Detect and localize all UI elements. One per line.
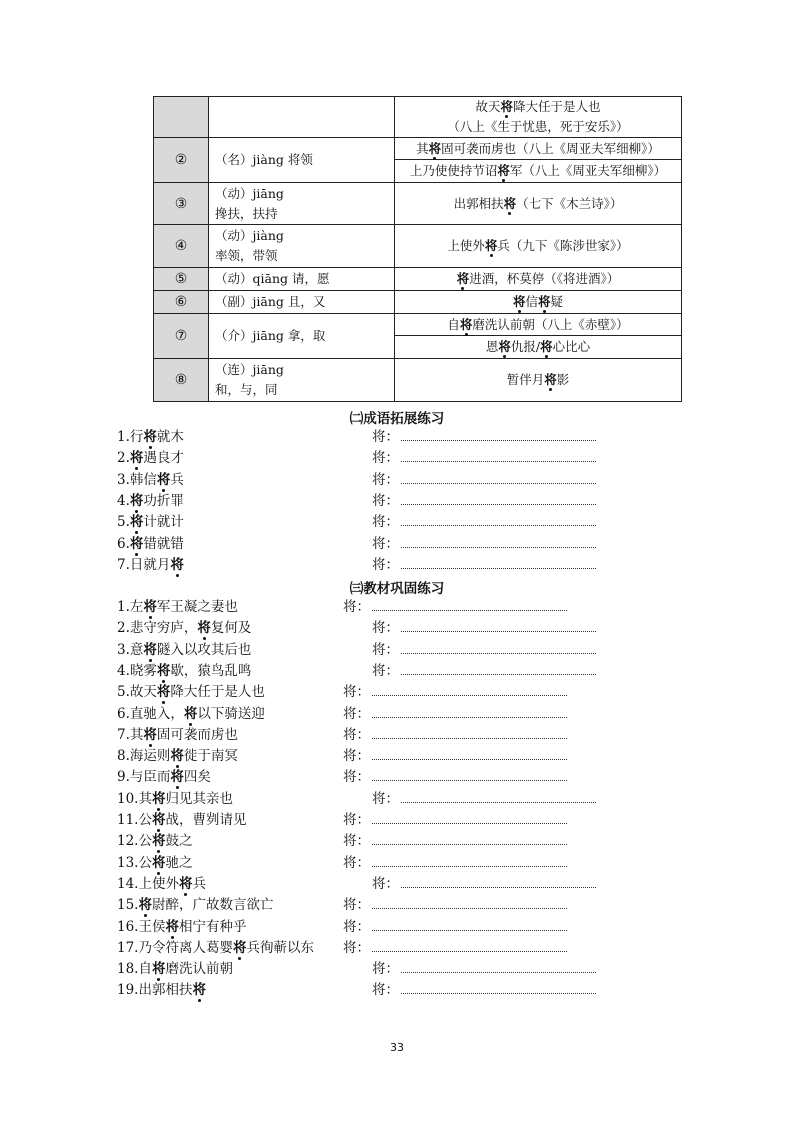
text-segment: 降大任于是人也 (170, 684, 265, 701)
exercise-row (0, 427, 794, 447)
exercise-prompt (117, 767, 211, 787)
text-segment: 暂伴月 (506, 372, 545, 387)
text-segment: 12.公 (117, 833, 152, 850)
sense-example (395, 138, 682, 160)
text-segment: 5.故天 (117, 684, 157, 701)
exercise-row (0, 767, 794, 787)
sense-number (154, 97, 209, 138)
definition-row (154, 359, 682, 402)
exercise-prompt (117, 534, 184, 554)
answer-label: 将： (372, 450, 399, 467)
text-segment: 隧入以攻其后也 (156, 641, 252, 658)
answer-label: 将： (372, 961, 399, 978)
exercise-prompt (117, 789, 233, 809)
answer-blank[interactable] (372, 959, 596, 979)
exercise-row (0, 746, 794, 766)
answer-label: 将： (343, 812, 370, 828)
answer-line[interactable] (401, 535, 596, 548)
text-segment: 7.日就月 (117, 556, 171, 573)
text-segment: 7.其 (117, 726, 144, 743)
highlight-character: 将 (151, 812, 166, 828)
exercise-prompt (117, 746, 238, 766)
answer-line[interactable] (372, 896, 567, 909)
text-segment: 尉醉，广故数言欲亡 (151, 897, 274, 914)
sense-example (395, 160, 682, 183)
definition-row (154, 314, 682, 336)
text-segment: 自 (447, 316, 460, 332)
sense-example (395, 359, 682, 402)
example-line (401, 236, 675, 256)
highlight-character: 将 (170, 556, 184, 573)
text-segment: 4.晓雾 (117, 662, 157, 679)
answer-line[interactable] (372, 939, 567, 952)
answer-line[interactable] (401, 556, 596, 569)
answer-line[interactable] (372, 811, 567, 824)
answer-label: 将： (343, 833, 370, 850)
meaning-line: 搀扶，扶持 (215, 205, 278, 221)
answer-line[interactable] (401, 790, 596, 803)
answer-blank[interactable] (343, 597, 567, 617)
text-segment: 其 (416, 140, 429, 156)
text-segment: 信 (525, 294, 538, 309)
text-segment: 固可袭而虏也（八上《周亚夫军细柳》） (441, 140, 660, 156)
highlight-character: 将 (192, 982, 206, 999)
text-segment: 歇，猿鸟乱鸣 (170, 662, 252, 679)
example-line (401, 97, 675, 117)
answer-label: 将： (372, 790, 399, 807)
exercise-row (0, 512, 794, 532)
text-segment: 6.直驰入， (117, 705, 184, 722)
section-title-idiom-practice: ㈡成语拓展练习 (349, 411, 445, 427)
exercise-prompt (117, 704, 265, 724)
sense-number: ⑧ (154, 359, 209, 402)
highlight-character: 将 (143, 429, 157, 445)
exercise-prompt (117, 725, 238, 745)
text-segment: 1.左 (117, 599, 144, 615)
sense-example (395, 268, 682, 291)
highlight-character: 将 (151, 854, 166, 871)
answer-blank[interactable] (372, 555, 596, 575)
definition-table (153, 96, 682, 402)
text-segment: 13.公 (117, 854, 152, 871)
highlight-character: 将 (500, 99, 513, 114)
text-segment: 固可袭而虏也 (156, 726, 238, 743)
text-segment: 战，曹刿请见 (165, 812, 247, 828)
highlight-character: 将 (497, 163, 510, 178)
answer-line[interactable] (401, 619, 596, 632)
highlight-character: 将 (178, 875, 193, 892)
answer-line[interactable] (401, 492, 596, 505)
text-segment: （七下《木兰诗》） (516, 195, 623, 211)
text-segment: （八上《生于忧患，死于安乐》） (447, 119, 629, 134)
text-segment: 降大任于是人也 (513, 99, 601, 114)
sense-meaning (209, 359, 395, 402)
highlight-character: 将 (183, 705, 198, 722)
exercise-row (0, 448, 794, 468)
highlight-character: 将 (156, 471, 171, 488)
text-segment: 故天 (475, 99, 501, 114)
answer-label: 将： (343, 748, 370, 765)
answer-blank[interactable] (372, 491, 596, 511)
answer-line[interactable] (372, 832, 567, 845)
definition-row (154, 225, 682, 268)
answer-line[interactable] (372, 918, 567, 931)
meaning-line: （连）jiāng (215, 362, 284, 377)
meaning-line: （动）jiàng (215, 228, 284, 243)
highlight-character: 将 (151, 790, 166, 807)
exercise-row (0, 555, 794, 575)
definition-row (154, 97, 682, 138)
highlight-character: 将 (428, 140, 442, 156)
answer-line[interactable] (372, 683, 567, 696)
text-segment: 3.意 (117, 641, 144, 658)
highlight-character: 将 (129, 492, 144, 509)
text-segment: 兵 (170, 471, 184, 488)
answer-label: 将： (343, 769, 370, 786)
page-number: 33 (390, 1041, 404, 1054)
text-segment: 上乃使使持节诏 (409, 163, 498, 178)
answer-blank[interactable] (343, 704, 567, 724)
answer-blank[interactable] (372, 980, 596, 1000)
exercise-row (0, 874, 794, 894)
text-segment: 6. (117, 535, 130, 552)
answer-blank[interactable] (372, 448, 596, 468)
answer-blank[interactable] (343, 938, 567, 958)
text-segment: 14.上使外 (117, 875, 179, 892)
exercise-prompt (117, 512, 184, 532)
answer-blank[interactable] (372, 640, 596, 660)
text-segment: 恩 (485, 339, 499, 354)
sense-number: ③ (154, 183, 209, 225)
highlight-character: 将 (151, 833, 166, 850)
text-segment: 以下骑送迎 (197, 705, 265, 722)
answer-line[interactable] (372, 705, 567, 718)
section-title-textbook-practice: ㈢教材巩固练习 (349, 581, 445, 597)
sense-number: ④ (154, 225, 209, 268)
exercise-row (0, 980, 794, 1000)
exercise-row (0, 789, 794, 809)
answer-line[interactable] (372, 747, 567, 760)
answer-label: 将： (372, 514, 399, 531)
answer-line[interactable] (401, 641, 596, 654)
highlight-character: 将 (143, 599, 157, 615)
text-segment: 兵（九下《陈涉世家》） (497, 238, 629, 253)
answer-label: 将： (372, 556, 399, 573)
answer-blank[interactable] (343, 746, 567, 766)
highlight-character: 将 (129, 535, 144, 552)
highlight-character: 将 (459, 316, 473, 332)
meaning-line: （名）jiàng 将领 (215, 152, 313, 167)
exercise-prompt (117, 682, 265, 702)
highlight-character: 将 (156, 662, 171, 679)
sense-example (395, 336, 682, 359)
highlight-character: 将 (156, 684, 171, 701)
exercise-prompt (117, 597, 238, 617)
exercise-row (0, 938, 794, 958)
exercise-row (0, 895, 794, 915)
answer-label: 将： (343, 854, 370, 871)
exercise-row (0, 534, 794, 554)
meaning-line: （动）qiāng 请，愿 (215, 271, 330, 286)
text-segment: 仇报/ (510, 339, 541, 354)
sense-example (395, 97, 682, 138)
sense-number: ⑦ (154, 314, 209, 359)
highlight-character: 将 (165, 918, 179, 935)
sense-meaning (209, 291, 395, 314)
answer-blank[interactable] (372, 618, 596, 638)
answer-blank[interactable] (343, 682, 567, 702)
answer-line[interactable] (401, 981, 596, 994)
example-line (401, 269, 675, 289)
sense-meaning (209, 225, 395, 268)
text-segment: 心比心 (552, 339, 591, 354)
sense-example (395, 314, 682, 336)
exercise-row (0, 491, 794, 511)
text-segment: 出郭相扶 (453, 195, 504, 211)
answer-label: 将： (343, 918, 370, 935)
exercise-prompt (117, 470, 184, 490)
text-segment: 磨洗认前朝（八上《赤壁》） (472, 316, 629, 332)
meaning-line: （介）jiāng 拿，取 (215, 328, 326, 343)
highlight-character: 将 (498, 339, 511, 354)
answer-blank[interactable] (343, 767, 567, 787)
text-segment: 2.悲守穷庐， (117, 620, 198, 637)
answer-line[interactable] (401, 960, 596, 973)
exercise-row (0, 682, 794, 702)
meaning-line: 和，与，同 (215, 382, 278, 397)
answer-label: 将： (372, 535, 399, 552)
exercise-prompt (117, 640, 251, 660)
exercise-row (0, 470, 794, 490)
answer-line[interactable] (401, 875, 596, 888)
answer-blank[interactable] (372, 534, 596, 554)
answer-label: 将： (343, 705, 370, 722)
answer-line[interactable] (401, 662, 596, 675)
sense-meaning (209, 268, 395, 291)
text-segment: 功折罪 (143, 492, 184, 509)
exercise-row (0, 661, 794, 681)
highlight-character: 将 (197, 620, 211, 637)
exercise-prompt (117, 810, 246, 830)
answer-blank[interactable] (372, 661, 596, 681)
definition-row (154, 183, 682, 225)
exercise-row (0, 640, 794, 660)
answer-blank[interactable] (343, 917, 567, 937)
sense-meaning (209, 183, 395, 225)
meaning-line: 率领，带领 (215, 248, 278, 263)
example-line (401, 194, 675, 214)
text-segment: 15. (117, 897, 139, 914)
text-segment: 徙于南冥 (183, 748, 238, 765)
exercise-row (0, 597, 794, 617)
answer-blank[interactable] (343, 810, 567, 830)
answer-label: 将： (372, 875, 399, 892)
meaning-line: （副）jiāng 且，又 (215, 294, 326, 309)
definition-row (154, 268, 682, 291)
highlight-character: 将 (129, 514, 144, 531)
answer-blank[interactable] (343, 831, 567, 851)
text-segment: 错就错 (143, 535, 184, 552)
exercise-prompt (117, 853, 192, 873)
text-segment: 18.自 (117, 961, 152, 978)
text-segment: 影 (556, 372, 570, 387)
answer-blank[interactable] (372, 874, 596, 894)
answer-label: 将： (343, 897, 370, 914)
highlight-character: 将 (151, 961, 166, 978)
text-segment: 计就计 (143, 514, 184, 531)
answer-line[interactable] (372, 598, 567, 611)
text-segment: 3.韩信 (117, 471, 157, 488)
text-segment: 兵 (192, 875, 206, 892)
sense-number: ⑤ (154, 268, 209, 291)
definition-row (154, 138, 682, 160)
answer-label: 将： (372, 982, 399, 999)
text-segment: 5. (117, 514, 130, 531)
answer-blank[interactable] (372, 427, 596, 447)
sense-number: ② (154, 138, 209, 183)
text-segment: 17.乃令符离人葛婴 (117, 939, 233, 956)
exercise-prompt (117, 448, 184, 468)
sense-meaning (209, 97, 395, 138)
answer-label: 将： (372, 492, 399, 509)
exercise-row (0, 831, 794, 851)
answer-blank[interactable] (372, 789, 596, 809)
text-segment: 磨洗认前朝 (165, 961, 233, 978)
text-segment: 8.海运则 (117, 748, 171, 765)
exercise-prompt (117, 661, 251, 681)
highlight-character: 将 (538, 294, 551, 309)
sense-meaning (209, 314, 395, 359)
text-segment: 复何及 (210, 620, 252, 637)
meaning-line: （动）jiāng (215, 185, 284, 201)
exercise-row (0, 959, 794, 979)
answer-label: 将： (372, 641, 399, 658)
highlight-character: 将 (540, 339, 553, 354)
exercise-row (0, 618, 794, 638)
exercise-row (0, 725, 794, 745)
text-segment: 疑 (550, 294, 564, 309)
text-segment: 16.王侯 (117, 918, 166, 935)
text-segment: 上使外 (447, 238, 485, 253)
text-segment: 军（八上《周亚夫军细柳》） (509, 163, 667, 178)
text-segment: 兵徇蕲以东 (246, 939, 314, 956)
answer-label: 将： (343, 939, 370, 956)
highlight-character: 将 (138, 897, 152, 914)
text-segment: 归见其亲也 (165, 790, 233, 807)
answer-label: 将： (343, 684, 370, 701)
exercise-prompt (117, 980, 206, 1000)
text-segment: 10.其 (117, 790, 152, 807)
answer-blank[interactable] (343, 725, 567, 745)
example-line (401, 292, 675, 312)
highlight-character: 将 (512, 294, 526, 309)
answer-blank[interactable] (343, 853, 567, 873)
highlight-character: 将 (143, 641, 157, 658)
exercise-row (0, 853, 794, 873)
text-segment: 19.出郭相扶 (117, 982, 193, 999)
text-segment: 11.公 (117, 812, 152, 828)
answer-blank[interactable] (372, 470, 596, 490)
text-segment: 四矣 (183, 769, 211, 786)
sense-example (395, 225, 682, 268)
exercise-prompt (117, 831, 192, 851)
answer-blank[interactable] (372, 512, 596, 532)
exercise-prompt (117, 938, 314, 958)
definition-row (154, 291, 682, 314)
answer-label: 将： (372, 662, 399, 679)
highlight-character: 将 (503, 195, 517, 211)
exercise-prompt (117, 618, 251, 638)
text-segment: 2. (117, 450, 130, 467)
text-segment: 遇良才 (143, 450, 184, 467)
answer-label: 将： (372, 429, 399, 445)
answer-blank[interactable] (343, 895, 567, 915)
highlight-character: 将 (170, 769, 184, 786)
exercise-row (0, 810, 794, 830)
highlight-character: 将 (484, 238, 498, 253)
sense-meaning (209, 138, 395, 183)
exercise-prompt (117, 959, 233, 979)
text-segment: 军王凝之妻也 (156, 599, 238, 615)
highlight-character: 将 (170, 748, 184, 765)
answer-line[interactable] (401, 513, 596, 526)
answer-label: 将： (372, 471, 399, 488)
text-segment: 就木 (156, 429, 184, 445)
answer-line[interactable] (372, 768, 567, 781)
highlight-character: 将 (544, 372, 557, 387)
highlight-character: 将 (143, 726, 157, 743)
answer-line[interactable] (372, 854, 567, 867)
answer-label: 将： (372, 620, 399, 637)
sense-number: ⑥ (154, 291, 209, 314)
highlight-character: 将 (456, 271, 470, 286)
exercise-prompt (117, 555, 184, 575)
highlight-character: 将 (129, 450, 144, 467)
text-segment: 1.行 (117, 429, 144, 445)
highlight-character: 将 (232, 939, 247, 956)
answer-line[interactable] (401, 428, 596, 441)
sense-example (395, 291, 682, 314)
example-line (401, 117, 675, 137)
exercise-prompt (117, 427, 184, 447)
exercise-prompt (117, 895, 273, 915)
exercise-prompt (117, 491, 184, 511)
sense-example (395, 183, 682, 225)
exercise-prompt (117, 917, 246, 937)
answer-line[interactable] (401, 471, 596, 484)
text-segment: 驰之 (165, 854, 193, 871)
text-segment: 9.与臣而 (117, 769, 171, 786)
exercise-row (0, 704, 794, 724)
example-line (401, 370, 675, 390)
text-segment: 鼓之 (165, 833, 193, 850)
text-segment: 相宁有种乎 (178, 918, 247, 935)
exercise-row (0, 917, 794, 937)
answer-line[interactable] (401, 449, 596, 462)
answer-line[interactable] (372, 726, 567, 739)
text-segment: 4. (117, 492, 130, 509)
text-segment: 进酒，杯莫停（《将进酒》） (469, 271, 620, 286)
answer-label: 将： (343, 726, 370, 743)
answer-label: 将： (343, 599, 370, 615)
exercise-prompt (117, 874, 206, 894)
